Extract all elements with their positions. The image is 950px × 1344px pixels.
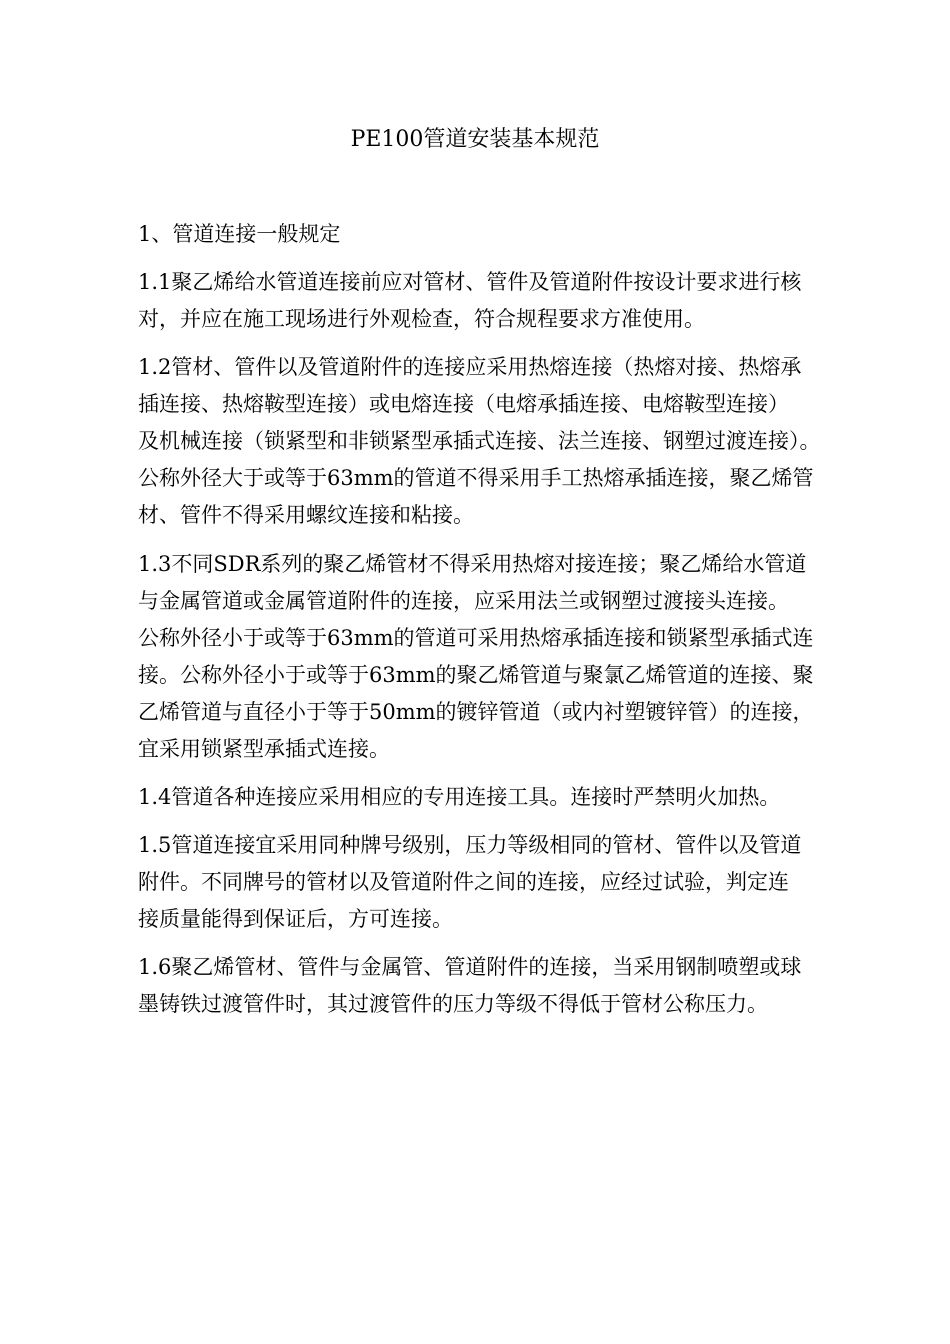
paragraph-spacer (138, 816, 838, 827)
paragraph-line: 插连接、热熔鞍型连接）或电熔连接（电熔承插连接、电熔鞍型连接） (138, 392, 789, 417)
paragraph-line: 对，并应在施工现场进行外观检查，符合规程要求方准使用。 (138, 307, 705, 332)
document-title: PE100管道安装基本规范 (350, 127, 600, 152)
paragraph-line: 1.5管道连接宜采用同种牌号级别，压力等级相同的管材、管件以及管道 (138, 832, 802, 857)
paragraph-spacer (138, 768, 838, 779)
paragraph-line: 1.3不同SDR系列的聚乙烯管材不得采用热熔对接连接；聚乙烯给水管道 (138, 551, 807, 576)
paragraph-spacer (138, 338, 838, 349)
paragraph-1-1 (138, 264, 838, 338)
paragraph-line: 公称外径大于或等于63mm的管道不得采用手工热熔承插连接，聚乙烯管 (138, 466, 814, 491)
paragraph-line: 与金属管道或金属管道附件的连接，应采用法兰或钢塑过渡接头连接。 (138, 588, 789, 613)
section-heading: 1、管道连接一般规定 (138, 222, 341, 246)
document-body (138, 216, 838, 1023)
paragraph-1-4 (138, 779, 838, 816)
paragraph-line: 及机械连接（锁紧型和非锁紧型承插式连接、法兰连接、钢塑过渡连接）。 (138, 429, 821, 454)
paragraph-1-5 (138, 827, 838, 938)
paragraph-spacer (138, 253, 838, 264)
paragraph-line: 墨铸铁过渡管件时，其过渡管件的压力等级不得低于管材公称压力。 (138, 992, 768, 1017)
paragraph-spacer (138, 534, 838, 545)
paragraph-line: 1.2管材、管件以及管道附件的连接应采用热熔连接（热熔对接、热熔承 (138, 355, 802, 380)
paragraph-line: 接。公称外径小于或等于63mm的聚乙烯管道与聚氯乙烯管道的连接、聚 (138, 662, 814, 687)
paragraph-1-2 (138, 349, 838, 534)
paragraph-1-6 (138, 949, 838, 1023)
paragraph-line: 乙烯管道与直径小于等于50mm的镀锌管道（或内衬塑镀锌管）的连接， (138, 699, 814, 724)
paragraph-line: 宜采用锁紧型承插式连接。 (138, 736, 390, 761)
paragraph-spacer (138, 938, 838, 949)
paragraph-line: 公称外径小于或等于63mm的管道可采用热熔承插连接和锁紧型承插式连 (138, 625, 814, 650)
paragraph-1-3 (138, 546, 838, 768)
paragraph-line: 1.1聚乙烯给水管道连接前应对管材、管件及管道附件按设计要求进行核 (138, 270, 802, 295)
paragraph-line: 附件。不同牌号的管材以及管道附件之间的连接，应经过试验，判定连 (138, 869, 789, 894)
paragraph-line: 1.4管道各种连接应采用相应的专用连接工具。连接时严禁明火加热。 (138, 784, 781, 809)
paragraph-line: 材、管件不得采用螺纹连接和粘接。 (138, 503, 474, 528)
paragraph-line: 接质量能得到保证后，方可连接。 (138, 906, 453, 931)
paragraph-line: 1.6聚乙烯管材、管件与金属管、管道附件的连接，当采用钢制喷塑或球 (138, 955, 802, 980)
